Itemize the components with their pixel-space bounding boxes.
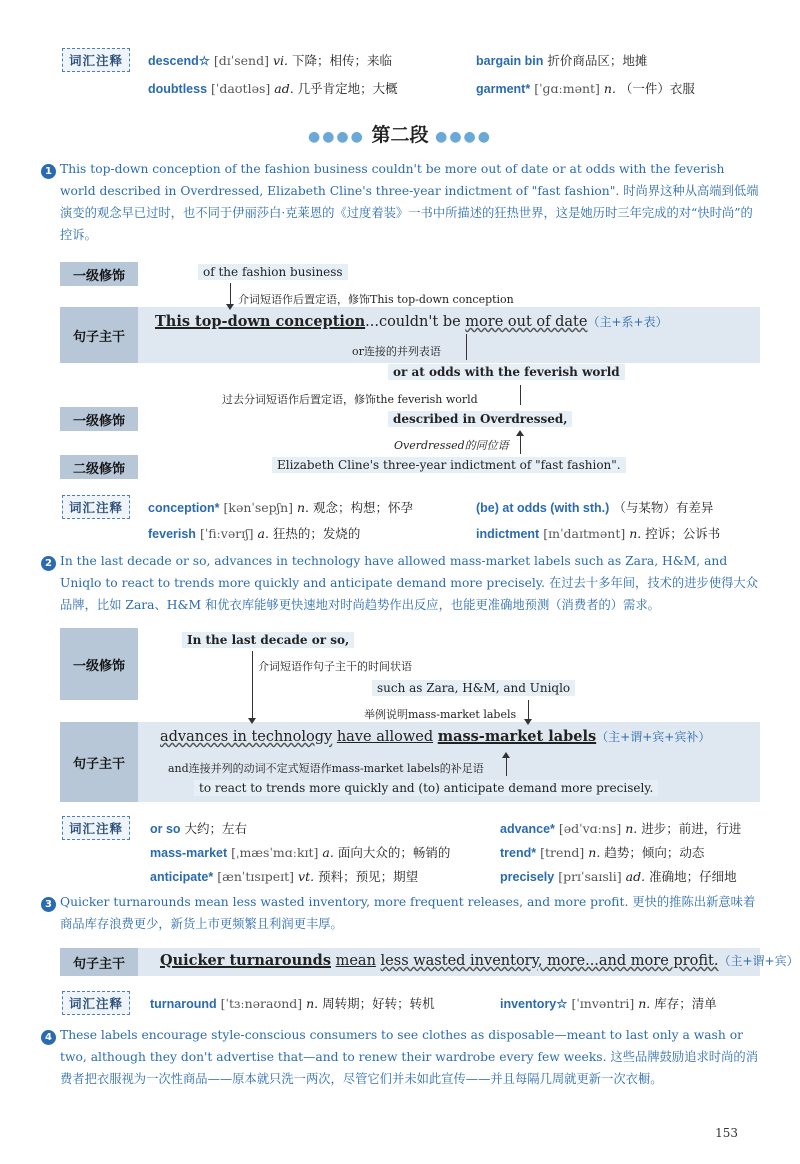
annotation: Overdressed的同位语 [394,439,509,452]
vocab-entry: precisely [prɪˈsaɪsli] ad. 准确地；仔细地 [500,869,737,884]
sentence-trunk: This top-down conception...couldn't be more out of date（主+系+表） [155,313,668,330]
vocab-entry: descend☆ [dɪˈsend] vi. 下降；相传；来临 [148,53,393,68]
vocab-entry: indictment [ɪnˈdaɪtmənt] n. 控诉；公诉书 [476,526,721,541]
modifier: to react to trends more quickly and (to) anticipate demand more precisely. [194,780,658,796]
annotation: 介词短语作句子主干的时间状语 [258,660,412,673]
modifier: or at odds with the feverish world [388,364,625,380]
annotation: or连接的并列表语 [352,345,441,358]
modifier: In the last decade or so, [182,632,354,648]
section-title: ●●●● 第二段 ●●●● [307,124,492,146]
vocab-entry: doubtless [ˈdaʊtləs] ad. 几乎肯定地；大概 [148,81,398,96]
label-level2: 二级修饰 [60,455,138,479]
paragraph-number: 4 [41,1030,56,1045]
paragraph-2: In the last decade or so, advances in technology have allowed mass-market labels such as Zara, H&M, and Uniqlo to react to trends more quickly and anticipate demand more precisely. 在过去十多年间，技术的进步使得大众品牌，比如 Zara、H&M 和优衣库能够更快速地对时尚趋势作出反应，也能更准确地预测（消费者的）需求。 [60,554,759,612]
vocab-tag: 词汇注释 [62,495,130,519]
vocab-entry: turnaround [ˈtɜːnəraʊnd] n. 周转期；好转；转机 [150,996,435,1011]
vocab-tag: 词汇注释 [62,816,130,840]
arrow-down [524,719,532,725]
paragraph-number: 1 [41,164,56,179]
vocab-entry: garment* [ˈɡɑːmənt] n. （一件）衣服 [476,81,695,96]
paragraph-3: Quicker turnarounds mean less wasted inventory, more frequent releases, and more profit. 更快的推陈出新意味着商品库存浪费更少，新货上市更频繁且利润更丰厚。 [60,895,756,931]
page-number: 153 [715,1126,738,1140]
paragraph-number: 3 [41,897,56,912]
connector-line [520,434,521,454]
arrow-up [502,752,510,758]
vocab-entry: (be) at odds (with sth.) （与某物）有差异 [476,500,714,515]
annotation: 举例说明mass-market labels [364,708,517,721]
label-level1: 一级修饰 [60,407,138,431]
connector-line [252,651,253,719]
annotation: 介词短语作后置定语，修饰This top-down conception [238,293,514,306]
vocab-tag: 词汇注释 [62,991,130,1015]
paragraph-number: 2 [41,556,56,571]
paragraph-1: This top-down conception of the fashion business couldn't be more out of date or at odds with the feverish world described in Overdressed, Elizabeth Cline's three-year indictment of "fast fashion". 时尚界这种从高端到低端演变的观念早已过时，也不同于伊丽莎白·克莱恩的《过度着装》一书中所描述的狂热世界，这是她历时三年完成的对“快时尚”的控诉。 [60,162,759,242]
modifier: such as Zara, H&M, and Uniqlo [372,680,575,696]
arrow-down [248,718,256,724]
vocab-entry: trend* [trend] n. 趋势；倾向；动态 [500,845,705,860]
label-main: 句子主干 [60,722,138,802]
vocab-entry: feverish [ˈfiːvərɪʃ] a. 狂热的；发烧的 [148,526,361,541]
sentence-trunk: advances in technology have allowed mass-market labels（主+谓+宾+宾补） [160,728,711,745]
connector-line [528,700,529,720]
vocab-entry: inventory☆ [ˈɪnvəntri] n. 库存；清单 [500,996,717,1011]
label-level1: 一级修饰 [60,628,138,700]
paragraph-4: These labels encourage style-conscious consumers to see clothes as disposable—meant to last only a wash or two, although they don't advertise that—and to renew their wardrobe every few weeks. 这些品牌鼓励追求时尚的消费者把衣服视为一次性商品——原本就只洗一两次，尽管它们并未如此宣传——并且每隔几周就更新一次衣橱。 [60,1028,758,1086]
arrow-up [516,430,524,436]
vocab-tag: 词汇注释 [62,48,130,72]
vocab-entry: conception* [kənˈsepʃn] n. 观念；构想；怀孕 [148,500,414,515]
modifier: Elizabeth Cline's three-year indictment of "fast fashion". [272,457,626,473]
vocab-entry: anticipate* [ænˈtɪsɪpeɪt] vt. 预料；预见；期望 [150,869,419,884]
connector-line [506,756,507,776]
vocab-entry: bargain bin 折价商品区；地摊 [476,53,648,68]
sentence-trunk: Quicker turnarounds mean less wasted inventory, more...and more profit.（主+谓+宾） [160,952,799,969]
modifier: described in Overdressed, [388,411,572,427]
annotation: and连接并列的动词不定式短语作mass-market labels的补足语 [168,762,484,775]
vocab-entry: or so 大约；左右 [150,821,248,836]
connector-line [230,283,231,305]
annotation: 过去分词短语作后置定语，修饰the feverish world [222,393,478,406]
arrow-down [226,304,234,310]
label-level1: 一级修饰 [60,262,138,286]
vocab-entry: advance* [ədˈvɑːns] n. 进步；前进，行进 [500,821,742,836]
vocab-entry: mass-market [ˌmæsˈmɑːkɪt] a. 面向大众的；畅销的 [150,845,451,860]
label-main: 句子主干 [60,948,138,976]
modifier: of the fashion business [198,264,348,280]
connector-line [466,334,467,360]
connector-line [520,385,521,405]
label-main: 句子主干 [60,307,138,363]
